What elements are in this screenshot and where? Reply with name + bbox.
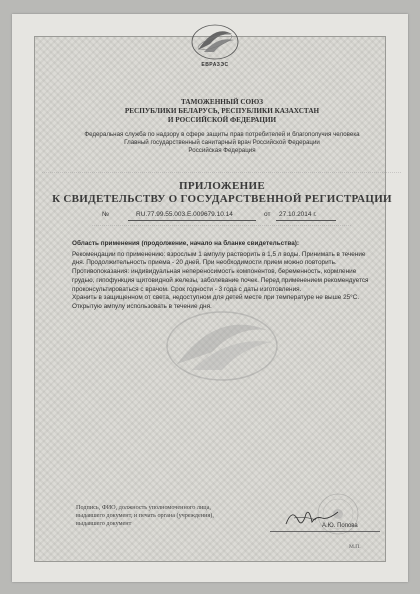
title-line: К СВИДЕТЕЛЬСТВУ О ГОСУДАРСТВЕННОЙ РЕГИСТРАЦИИ	[52, 193, 392, 205]
date-label: от	[264, 211, 271, 218]
signature-caption: Подпись, ФИО, должность уполномоченного лица, выдавшего документ, и печать органа (учреждения), выдавшего документ	[76, 504, 214, 527]
authority-line: Российская Федерация	[188, 147, 256, 154]
signature-line	[270, 531, 380, 532]
union-line: РЕСПУБЛИКИ БЕЛАРУСЬ, РЕСПУБЛИКИ КАЗАХСТАН	[124, 107, 320, 115]
document-title	[36, 180, 408, 206]
authority-line: Федеральная служба по надзору в сфере защиты прав потребителей и благополучия человека	[84, 131, 360, 138]
registration-date: 27.10.2014 г.	[279, 211, 317, 218]
emblem-caption: ЕВРАЗЭС	[201, 62, 229, 68]
registration-line	[92, 211, 382, 221]
microtext-line	[92, 224, 352, 228]
signer-name: А.Ю. Попова	[322, 523, 358, 529]
union-heading	[36, 98, 408, 125]
number-label: №	[102, 211, 109, 218]
eurasec-watermark-icon	[162, 306, 282, 386]
authority-block	[36, 131, 408, 155]
storage-paragraph: Хранить в защищенном от света, недоступном для детей месте при температуре не выше 25°С. Открытую ампулу использовать в течение дня.	[72, 294, 360, 310]
application-area	[72, 240, 374, 312]
title-line: ПРИЛОЖЕНИЕ	[179, 180, 265, 192]
usage-paragraph: Рекомендации по применению: взрослым 1 ампулу растворить в 1,5 л воды. Принимать в течение дня. Продолжительность приема - 20 дней. При необходимости прием можно повторить.	[72, 250, 366, 267]
microtext-line	[42, 171, 402, 175]
union-line: ТАМОЖЕННЫЙ СОЮЗ	[180, 98, 264, 106]
authority-line: Главный государственный санитарный врач Российской Федерации	[124, 139, 320, 146]
seal-label: М.П.	[349, 544, 361, 550]
document-sheet	[12, 14, 408, 582]
application-heading: Область применения (продолжение, начало на бланке свидетельства):	[72, 240, 300, 247]
union-line: И РОССИЙСКОЙ ФЕДЕРАЦИИ	[167, 116, 277, 124]
registration-number: RU.77.99.55.003.Е.009679.10.14	[136, 211, 233, 218]
number-underline	[128, 220, 256, 221]
contraindications-paragraph: Противопоказания: индивидуальная непереносимость компонентов, беременность, кормление грудью, гипофункция щитовидной железы, заболевание почек. Перед применением рекомендуется проконсультироваться с врачом. Срок годности - 3 года с даты изготовления.	[72, 268, 369, 293]
eurasec-emblem-icon	[190, 22, 240, 62]
date-underline	[276, 220, 336, 221]
